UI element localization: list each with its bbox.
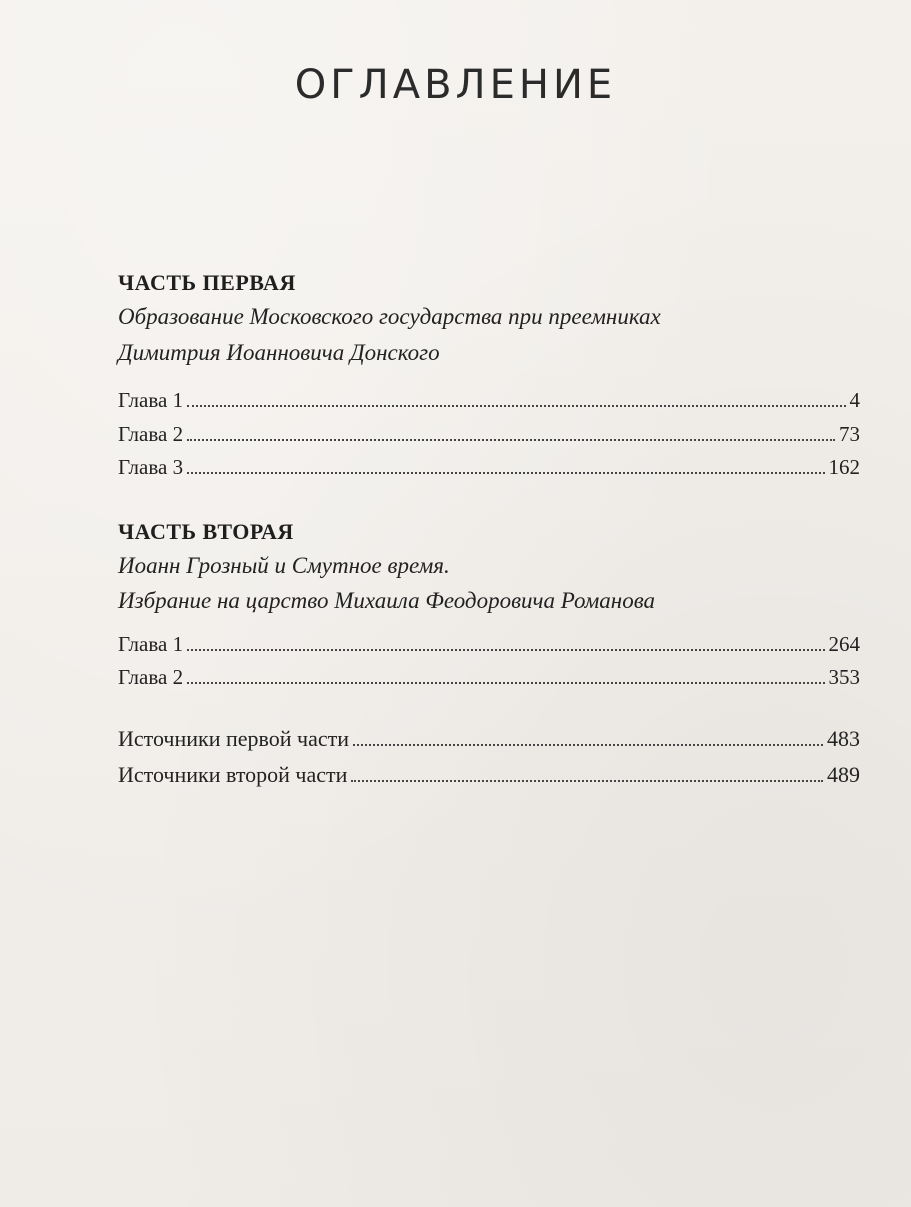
dot-leader [187,472,824,474]
toc-entry-part2-chapter1[interactable] [118,632,860,657]
toc-entry-sources-part1[interactable] [118,726,860,752]
part-subtitle-2-line-1: Иоанн Грозный и Смутное время. [118,553,450,578]
toc-entry-label: Источники второй части [118,762,348,787]
toc-entry-label: Глава 2 [118,665,184,689]
toc-entry-page: 162 [828,455,860,479]
toc-entry-part1-chapter1[interactable] [118,388,860,413]
toc-entry-label: Глава 1 [118,632,184,656]
toc-entry-page: 489 [827,762,860,787]
toc-entry-page: 483 [827,726,860,751]
toc-entry-page: 264 [828,632,860,656]
dot-leader [187,405,845,407]
toc-entry-label: Глава 2 [118,422,184,446]
dot-leader [187,649,824,651]
toc-entry-page: 353 [828,665,860,689]
part-subtitle-2-line-2: Избрание на царство Михаила Феодоровича Романова [118,588,656,613]
toc-entry-label: Источники первой части [118,726,350,751]
toc-entry-label: Глава 1 [118,388,184,412]
toc-entry-part1-chapter3[interactable] [118,455,860,480]
toc-entry-label: Глава 3 [118,455,184,479]
part-subtitle-1-line-2: Димитрия Иоанновича Донского [118,340,440,365]
page-title: ОГЛАВЛЕНИЕ [294,62,617,108]
toc-entry-part1-chapter2[interactable] [118,422,860,447]
dot-leader [187,682,824,684]
part-heading-1: ЧАСТЬ ПЕРВАЯ [118,270,296,295]
toc-entry-page: 4 [849,388,860,412]
toc-entry-page: 73 [839,422,860,446]
toc-entry-part2-chapter2[interactable] [118,665,860,690]
dot-leader [187,439,835,441]
toc-entry-sources-part2[interactable] [118,762,860,788]
part-subtitle-1-line-1: Образование Московского государства при преемниках [118,304,661,329]
dot-leader [351,780,823,782]
dot-leader [353,744,823,746]
part-heading-2: ЧАСТЬ ВТОРАЯ [118,519,294,544]
